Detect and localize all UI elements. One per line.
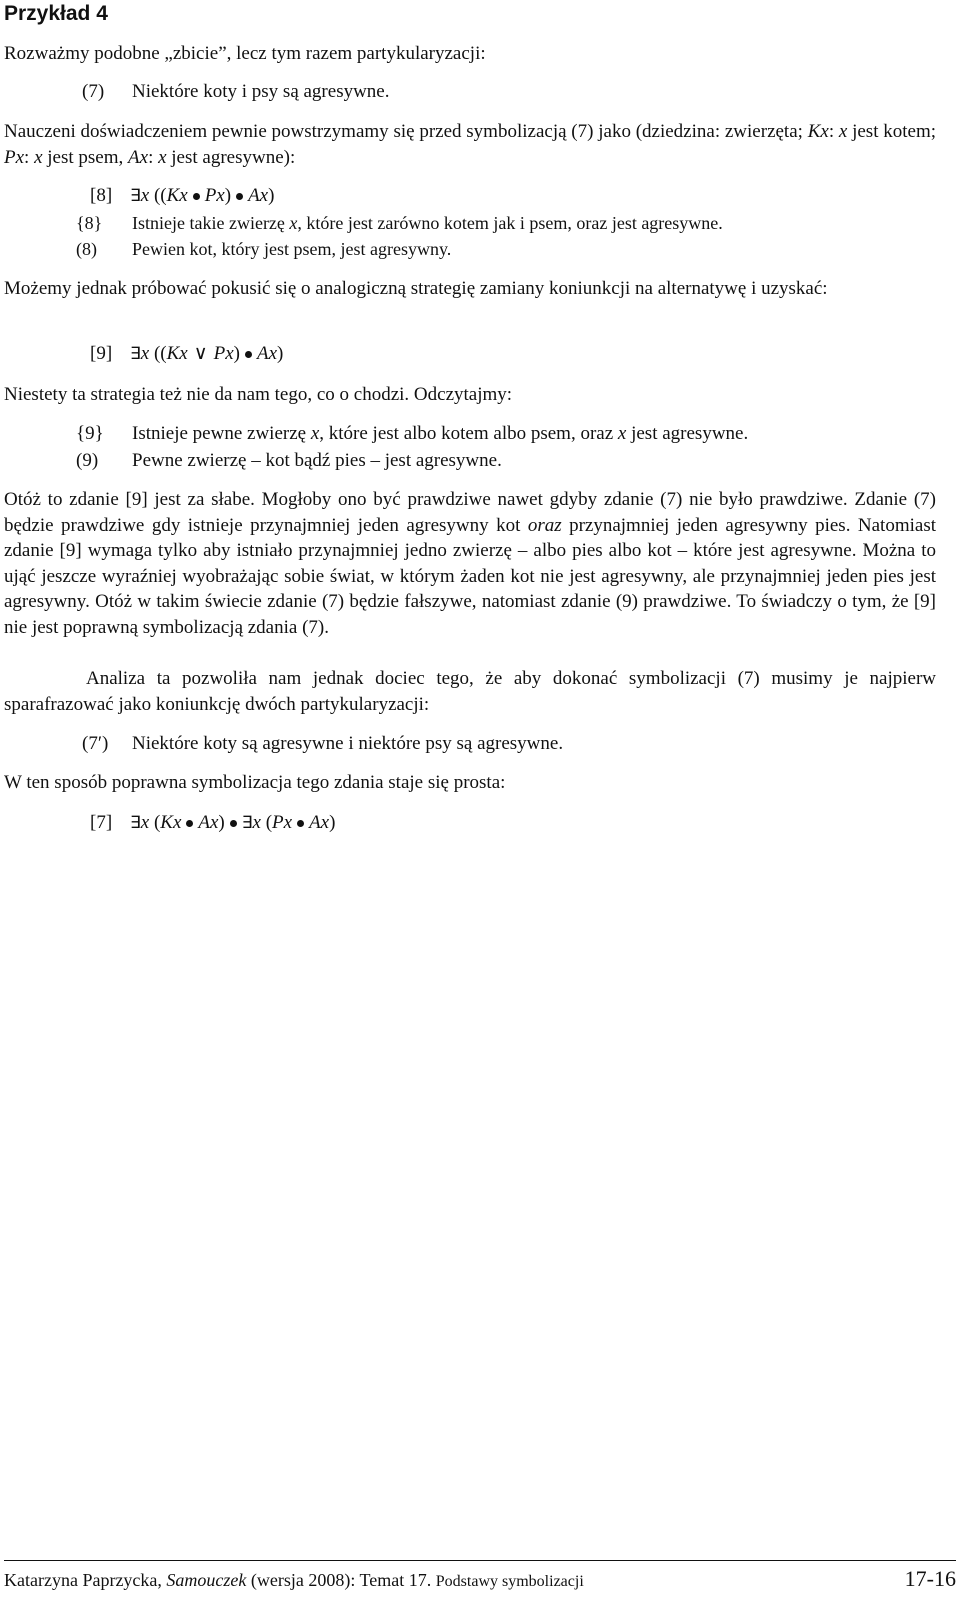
conjunction-dot-icon <box>186 820 193 827</box>
formula-9: [9] ∃x ((Kx ∨ Px) Ax) <box>90 343 284 364</box>
formula-7: [7] ∃x (Kx Ax) ∃x (Px Ax) <box>90 812 336 833</box>
paragraph-domain: Nauczeni doświadczeniem pewnie powstrzymamy się przed symbolizacją (7) jako (dziedzina: zwierzęta; Kx: x jest kotem; Px: x jest psem, Ax: x jest agresywne): <box>4 121 937 168</box>
existential-quantifier-icon: ∃ <box>130 813 141 833</box>
footer-author: Katarzyna Paprzycka, <box>4 1570 167 1590</box>
formula-number: [9] <box>90 343 113 364</box>
reading-9: (9) Pewne zwierzę – kot bądź pies – jest agresywne. <box>76 450 502 471</box>
formula-8: [8] ∃x ((Kx Px) Ax) <box>90 185 275 206</box>
page-number: 17-16 <box>904 1566 956 1591</box>
conjunction-dot-icon <box>297 820 304 827</box>
disjunction-icon: ∨ <box>193 343 208 364</box>
reading-8-curly: {8} Istnieje takie zwierzę x, które jest zarówno kotem jak i psem, oraz jest agresywne. <box>76 213 723 233</box>
example-7 <box>82 80 390 104</box>
reading-number: {8} <box>76 213 103 233</box>
intro-paragraph: Rozważmy podobne „zbicie”, lecz tym razem partykularyzacji: <box>4 43 486 64</box>
paragraph-read: Niestety ta strategia też nie da nam tego, co o chodzi. Odczytajmy: <box>4 384 513 405</box>
example-number: (7) <box>82 81 105 102</box>
paragraph-analysis: Otóż to zdanie [9] jest za słabe. Mogłoby ono być prawdziwe nawet gdyby zdanie (7) nie było prawdziwe. Zdanie (7) będzie prawdziwe gdy istnieje przynajmniej jeden agresywny kot oraz przynajmniej jeden agresywny pies. Natomiast zdanie [9] wymaga tylko aby istniało przynajmniej jedno zwierzę – albo pies albo kot – które jest agresywne. Można to ująć jeszcze wyraźniej wyobrażając sobie świat, w którym żaden kot nie jest agresywny, ale przynajmniej jeden pies jest agresywny. Otóż w takim świecie zdanie (7) będzie fałszywe, natomiast zdanie (9) prawdziwe. To świadczy o tym, że [9] nie jest poprawną symbolizacją zdania (7). <box>4 489 936 638</box>
page-title: Przykład 4 <box>4 2 108 25</box>
example-number: (7′) <box>82 733 109 754</box>
conjunction-dot-icon <box>236 193 243 200</box>
formula-number: [7] <box>90 812 113 833</box>
paragraph-paraphrase: Analiza ta pozwoliła nam jednak dociec tego, że aby dokonać symbolizacji (7) musimy je najpierw sparafrazować jako koniunkcję dwóch partykularyzacji: <box>4 668 936 715</box>
example-7-prime: (7′) Niektóre koty są agresywne i niektóre psy są agresywne. <box>82 733 564 754</box>
paragraph-conclusion: W ten sposób poprawna symbolizacja tego zdania staje się prosta: <box>4 772 506 793</box>
conjunction-dot-icon <box>193 193 200 200</box>
page-footer <box>4 1566 956 1591</box>
formula-number: [8] <box>90 185 113 206</box>
conjunction-dot-icon <box>230 820 237 827</box>
footer-topic: Podstawy symbolizacji <box>435 1573 584 1590</box>
reading-number: {9} <box>76 423 104 444</box>
reading-9-curly: {9} Istnieje pewne zwierzę x, które jest albo kotem albo psem, oraz x jest agresywne. <box>76 423 749 444</box>
example-text: Niektóre koty i psy są agresywne. <box>132 81 390 102</box>
existential-quantifier-icon: ∃ <box>130 344 141 364</box>
conjunction-dot-icon <box>245 351 252 358</box>
reading-number: (9) <box>76 450 99 471</box>
footer-divider <box>4 1560 956 1561</box>
paragraph-alternative: Możemy jednak próbować pokusić się o analogiczną strategię zamiany koniunkcji na alternatywę i uzyskać: <box>4 278 828 299</box>
existential-quantifier-icon: ∃ <box>241 813 253 833</box>
reading-8: (8) Pewien kot, który jest psem, jest agresywny. <box>76 239 452 259</box>
footer-edition: (wersja 2008): Temat 17. <box>246 1570 436 1590</box>
footer-book-title: Samouczek <box>166 1570 247 1590</box>
existential-quantifier-icon: ∃ <box>130 186 141 206</box>
reading-number: (8) <box>76 239 97 259</box>
